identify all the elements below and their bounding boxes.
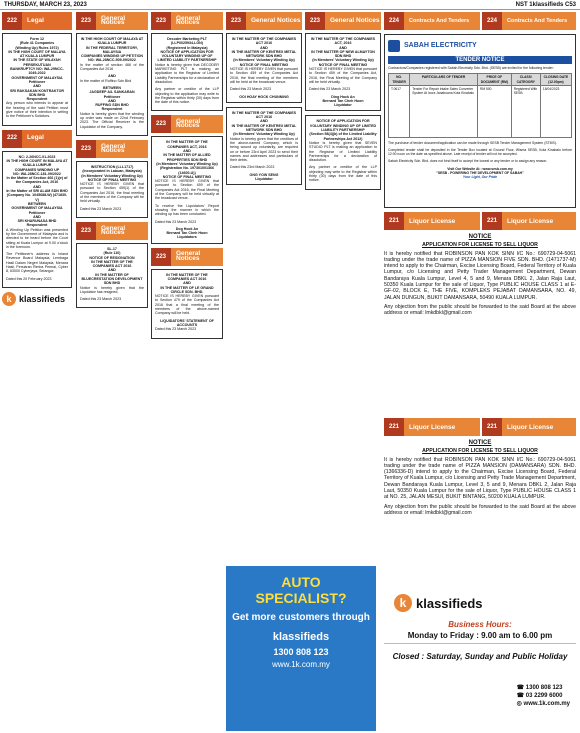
tender-notice-title: TENDER NOTICE <box>388 56 572 64</box>
liquor-notice-1: NOTICE APPLICATION FOR LICENSE TO SELL LIQUOR It is hereby notified that ROBINSON PAN KOK SINN I/C No.: 690729-04-5061 trading under the trade name of PIZZA MANSION FIVE SDN. BHD. (1471737-M) intend to apply to the Chairman, Excise Licensing Board, Federal Territory of Kuala Lumpur, c/o Licensing and Petty Trader Management Department, Dewan Bandaraya Kuala Lumpur, Level 4, 5 and 9, Menara DBKL 2, Jalan Raja Laut, 50350 Kuala Lumpur for the sale of Liquor, Type PUBLIC HOUSE CLASS 1 at E-GF-02, BLOCK E, THE FIVE, KOMPLEKS PEJABAT DAMANSARA, NO. 49, JALAN DUNGUN, BUKIT DAMANSARA, 50490 KUALA LUMPUR. Any objection from the public should be forwarded to the said Board at the above address or email: lmkdbkl@gmail.com <box>384 234 576 317</box>
general-notice-allied: IN THE MATTER OF THE COMPANIES ACT, 2016 AND IN THE MATTER OF ALLIED PROPERTIES SDN BHD (In Members' Voluntary Winding Up) (Registration No. 197301001366 (14600-U)) NOTICE OF FINAL MEETING NOTICE IS HEREBY GIVEN that pursuant to Section 459 of the Companies Act 2016, the Final Meeting of the Company will be held virtually at the broadcast venue. To receive the Liquidators' Report showing the manner in which the winding up has been conducted. Dated this 23 March 2023 Dog Hock An Bernard Tan Cheh Hoon Liquidators <box>151 136 223 243</box>
tender-notice: SABAH ELECTRICITY TENDER NOTICE Contractors/Companies registered with Sabah Electricity Sdn. Bhd. (SESB) are invited for the following tender: NO. TENDER PARTICULARS OF TENDER PRICE OF DOCUMENT (RM) CLASS/ CATEGORY CLOSING DATE (12.00pm) T.0617 Tender For Repair Intake Sales Converter System At Ixora Janabuana Kota Kinabalu RM 500 Registered With SESB 18/04/2023 The purchase of tender document/application can be made through SESB Tender Management System (STMS). Completed tender shall be deposited in the Tender Box located at Ground Floor, Wisma SESB, Kota Kinabalu before 12:00 noon on the date as specified above. Late receipt of tender will not be accepted. Sabah Electricity Sdn. Bhd. does not bind itself to accept the lowest or any tender or to assign any reason. Visit Our Website At : www.sesb.com.my "SESB - POWERING THE DEVELOPMENT OF SABAH" Your Light, Our Pride <box>384 34 576 208</box>
section-header-general-8: 223 General Notices <box>305 12 381 30</box>
column-general-4 <box>305 12 381 212</box>
general-notice-decoder: Decoder Marketing PLT (LLP0025934-LGN) (Registered in Malaysia) NOTICE OF APPLICATION FOR VOLUNTARY WINDING UP OF LIMITED LIABILITY PARTNERSHIP Notice is hereby given that DECODER MARKETING PLT is making an application to the Registrar of Limited Liability Partnerships for a declaration of dissolution. Any partner or creditor of the LLP objecting to the application may write to the Registrar within thirty (30) days from the date of this notice. <box>151 33 223 111</box>
klassifieds-business-hours: k klassifieds Business Hours: Monday to Friday : 9.00 am to 6.00 pm Closed : Saturday, Sunday and Public Holiday ☎ 1300 808 123 ☎ 03 2299 6000 ◎ www.1k.com.my <box>384 588 576 728</box>
phone-icon: ☎ <box>516 685 526 691</box>
section-header-liquor-4: 221 Liquor License <box>482 418 576 436</box>
section-header-liquor-2: 221 Liquor License <box>482 212 576 230</box>
general-notice-ruffino: IN THE HIGH COURT OF MALAYA AT KUALA LUMPUR IN THE FEDERAL TERRITORY, MALAYSIA COMPANIES WINDING UP PETITION NO: WA-28NCC-509-09/2022 In the matter of section 466 of the Companies Act 2016 AND In the matter of Ruffino Sdn Bhd BETWEEN JAGDEEP A/L SANKARAN Petitioner AND RUFFINO SDN BHD Respondent Notice is hereby given that the winding up order was made on 22nd February 2023. The Official Receiver is the Liquidator of the Company. <box>76 33 148 136</box>
section-header-general-4: 223 General Notices <box>151 12 223 30</box>
section-header-general-3: 223 General Notices <box>76 222 148 240</box>
divider <box>384 643 576 644</box>
section-header-liquor-1: 221 Liquor License <box>384 212 480 230</box>
phone-icon: ☎ <box>516 693 526 699</box>
page-folio: NST 1klassifieds C53 <box>515 1 576 8</box>
general-notice-resignation: SL-17 (Rule 110) NOTICE OF RESIGNATION IN THE MATTER OF THE COMPANIES ACT 2016 AND IN THE MATTER OF BLUECRESTATION DEVELOPMENT SDN BHD Notice is hereby given that the Liquidator has resigned. Dated this 23 March 2023 <box>76 243 148 309</box>
klassifieds-logo-large: k klassifieds <box>394 594 576 612</box>
section-header-legal: 222 Legal <box>2 12 72 30</box>
general-notice-new-almayton: IN THE MATTER OF THE COMPANIES ACT, 2016 AND IN THE MATTER OF NEW ALMAYTON SDN BHD (In Members' Voluntary Winding Up) NOTICE OF FINAL MEETING NOTICE IS HEREBY GIVEN that pursuant to Section 459 of the Companies Act, 2016, the Final Meeting of the Company will be held virtually. Dated this 23 March 2023 Ding Hock An Bernard Tan Cheh Hoon Liquidator <box>305 33 381 111</box>
general-notice-le-grand: IN THE MATTER OF THE COMPANIES ACT 2016 AND IN THE MATTER OF LE GRAND CIRCLE SDN. BHD. NOTICE IS HEREBY GIVEN pursuant to Section 479 of the Companies Act 2016 that a final meeting of the members of the above-named Company will be held. LIQUIDATORS' STATEMENT OF ACCOUNTS Dated this 23 March 2023 <box>151 269 223 339</box>
tender-table: NO. TENDER PARTICULARS OF TENDER PRICE OF DOCUMENT (RM) CLASS/ CATEGORY CLOSING DATE (12.00pm) T.0617 Tender For Repair Intake Sales Converter System At Ixora Janabuana Kota Kinabalu RM 500 Registered With SESB 18/04/2023 <box>388 73 572 137</box>
general-notice-instruction: INSTRUCTION (LLL1717) (Incorporated in Labuan, Malaysia) (In Members' Voluntary Winding Up) NOTICE OF FINAL MEETING NOTICE IS HEREBY GIVEN that pursuant to Section 459(1) of the Companies Act 2016, the final meeting of the members of the Company will be held virtually. Dated this 23 March 2023 <box>76 161 148 218</box>
klassifieds-k-icon: k <box>394 594 412 612</box>
column-legal <box>2 12 72 730</box>
legal-notice-1: Form 12 (Rule 41 Companies (Winding Up) Rules 1972) IN THE HIGH COURT OF MALAYA AT KUALA LUMPUR IN THE STATE OF WILAYAH PERSEKUTUAN BANKRUPTCY NO: WA-29NCC-1049-2022 GOVERNMENT OF MALAYSIA Petitioner AND SRI RAKSAKAN KONTRAKTOR SDN BHD Respondent Any person who intends to appear at the hearing of the said Petition must give notice of their intention in writing to the Petitioner's Solicitors. <box>2 33 72 126</box>
auto-specialist-ad[interactable]: AUTO SPECIALIST? Get more customers through klassifieds 1300 808 123 www.1k.com.my <box>226 566 376 731</box>
sesb-logo-icon <box>388 40 400 52</box>
contact-block: ☎ 1300 808 123 ☎ 03 2299 6000 ◎ www.1k.com.my <box>516 685 570 707</box>
globe-icon: ◎ <box>516 701 524 707</box>
general-notice-kentrex-1: IN THE MATTER OF THE COMPANIES ACT 2016 AND IN THE MATTER OF KENTREX METAL NETWORK SDN BHD (In Members' Voluntary Winding Up) NOTICE OF FINAL MEETING NOTICE IS HEREBY GIVEN that pursuant to Section 459 of the Companies Act 2016, the final meeting of the members will be held at the broadcast venue. Dated this 23 March 2023 OOI HOAY HOCK CHUNNING <box>226 33 302 103</box>
klassifieds-logo: k klassifieds <box>2 292 72 306</box>
section-header-general-5: 223 General Notices <box>151 115 223 133</box>
klassifieds-k-icon: k <box>2 292 16 306</box>
section-header-liquor-3: 221 Liquor License <box>384 418 480 436</box>
column-general-1 <box>76 12 148 730</box>
general-notice-seven-studio: NOTICE OF APPLICATION FOR VOLUNTARY WINDING UP OF LIMITED LIABILITY PARTNERSHIP (Section 58(4)(b) of the Limited Liability Partnerships Act 2012) Notice is hereby given that SEVEN STUDIO PLT is making an application to the Registrar of Limited Liability Partnerships for a declaration of dissolution. Any partner or creditor of the LLP objecting may write to the Registrar within thirty (30) days from the date of this notice. <box>305 115 381 189</box>
issue-date: THURSDAY, MARCH 23, 2023 <box>4 1 87 8</box>
section-header-contracts: 224 Contracts And Tenders <box>384 12 480 30</box>
legal-notice-2: NC: 2-26NCC-01-2023 IN THE HIGH COURT IN MALAYA AT KUALA LUMPUR COMPANIES WINDING UP NO: WA-28NCC-181-09/2022 In the Matter of Section 466 (1)(e) of the Companies Act, 2016 AND In the Matter of SRI ALAM SDN BHD (Company No. 1045688-W) (471830-V) BETWEEN GOVERNMENT OF MALAYSIA Petitioner AND SRI KHARUNASA BHD Respondent A Winding Up Petition was presented by the Government of Malaysia and is directed to be heard before the Court sitting at Kuala Lumpur at 9.00 o'clock in the forenoon. The Petitioner's address is Inland Revenue Board Malaysia, Lembaga Hasil Dalam Negeri Malaysia, Menara Hasil, Persiaran Rimba Permai, Cyber 8, 63000 Cyberjaya, Selangor. Dated this 20 February 2023 <box>2 151 72 288</box>
section-header-legal-2: 222 Legal <box>2 130 72 148</box>
general-notice-kentrex-2: IN THE MATTER OF THE COMPANIES ACT 2016 AND IN THE MATTER OF KENTREX METAL NETWORK SDN BHD (In Members' Voluntary Winding Up) Notice is hereby given that the creditors of the above-named Company, which is being wound up voluntarily, are required on or before 23rd April 2023 to send their names and addresses and particulars of their debts. Dated this 23rd March 2023 ONG YOW SENG Liquidator <box>226 107 302 185</box>
page-header <box>0 0 580 10</box>
section-header-general-2: 223 General Notices <box>76 140 148 158</box>
section-header-general-7: 223 General Notices <box>226 12 302 30</box>
liquor-notice-2: NOTICE APPLICATION FOR LICENSE TO SELL LIQUOR It is hereby notified that ROBINSON PAN KOK SINN I/C No.: 690729-04-5061 trading under the trade name of PIZZA MANSION (DAMANSARA) SDN. BHD. (1366336-D) intend to apply to the Chairman, Excise Licensing Board, Federal Territory of Kuala Lumpur, c/o Licensing and Petty Trade Management Department, Dewan Bandaraya Kuala Lumpur, Level 3, 5 and 9, Menara DBKL 2, Jalan Raja Laut, 50350 Kuala Lumpur for the sale of Liquor, Type PUBLIC HOUSE CLASS 1 at NO. 25, JALAN MESUI, BUKIT BINTANG, 50200 KUALA LUMPUR. Any objection from the public should be forwarded to the said Board at the above address or email: lmkdbkl@gmail.com <box>384 440 576 516</box>
column-general-2 <box>151 12 223 730</box>
sesb-brand: SABAH ELECTRICITY <box>388 38 572 54</box>
section-header-general: 223 General Notices <box>76 12 148 30</box>
section-header-contracts-2: 224 Contracts And Tenders <box>482 12 576 30</box>
column-general-3 <box>226 12 302 212</box>
table-row: T.0617 Tender For Repair Intake Sales Converter System At Ixora Janabuana Kota Kinabalu RM 500 Registered With SESB 18/04/2023 <box>389 85 572 137</box>
section-header-general-6: 223 General Notices <box>151 248 223 266</box>
